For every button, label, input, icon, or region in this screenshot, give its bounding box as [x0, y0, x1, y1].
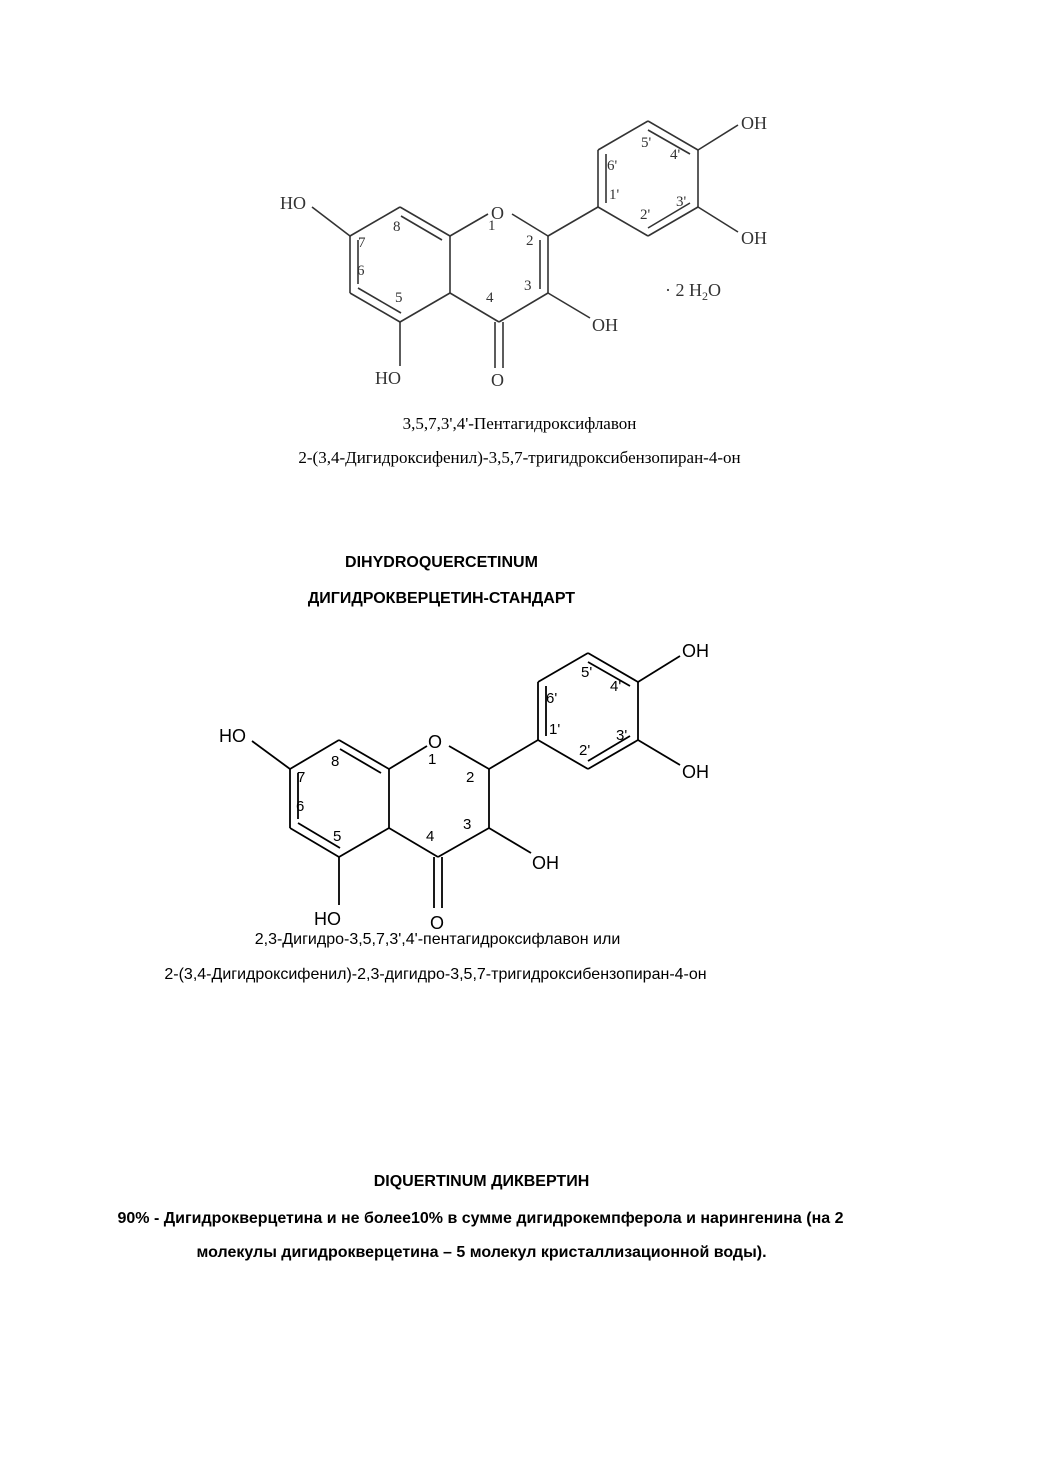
dihydro-num-2p: 2' — [579, 742, 591, 759]
dihydro-num-6: 6 — [296, 798, 305, 815]
diquertin-description-line-1: 90% - Дигидрокверцетина и не более10% в сумме дигидрокемпферола и нарингенина (на 2 — [117, 1210, 844, 1227]
quercetin-atom-o1: O — [491, 203, 504, 223]
quercetin-num-5: 5 — [395, 290, 403, 306]
dihydro-num-1: 1 — [428, 751, 437, 768]
quercetin-num-3: 3 — [524, 278, 532, 294]
quercetin-atom-ho7: HO — [280, 193, 306, 213]
dihydro-atom-ho7: HO — [219, 726, 246, 746]
dihydro-num-3: 3 — [463, 816, 472, 833]
dihydro-heading-latin: DIHYDROQUERCETINUM — [345, 554, 538, 571]
quercetin-num-5p: 5' — [641, 135, 652, 151]
quercetin-num-4: 4 — [486, 290, 494, 306]
quercetin-num-8: 8 — [393, 219, 401, 235]
quercetin-num-6: 6 — [357, 263, 365, 279]
dihydro-num-6p: 6' — [546, 690, 558, 707]
quercetin-atom-oh3p: OH — [741, 228, 767, 248]
dihydro-num-8: 8 — [331, 753, 340, 770]
dihydro-atom-o4: O — [430, 913, 445, 933]
diquertin-heading: DIQUERTINUM ДИКВЕРТИН — [373, 1173, 590, 1190]
quercetin-caption-2: 2-(3,4-Дигидроксифенил)-3,5,7-тригидроксибензопиран-4-он — [298, 448, 741, 467]
quercetin-num-3p: 3' — [676, 194, 687, 210]
quercetin-num-2p: 2' — [640, 207, 651, 223]
dihydro-num-7: 7 — [297, 769, 306, 786]
quercetin-num-4p: 4' — [670, 147, 681, 163]
dihydro-num-4: 4 — [426, 828, 435, 845]
diquertin-description-line-2: молекулы дигидрокверцетина – 5 молекул кристаллизационной воды). — [196, 1244, 767, 1261]
dihydro-atom-oh4p: OH — [682, 641, 709, 661]
dihydro-atom-oh3: OH — [532, 853, 559, 873]
dihydro-num-5: 5 — [333, 828, 342, 845]
quercetin-hydrate-label: · 2 $H_2O$ — [665, 280, 721, 303]
quercetin-num-1: 1 — [488, 218, 496, 234]
dihydro-num-4p: 4' — [610, 678, 622, 695]
dihydro-num-2: 2 — [466, 769, 475, 786]
quercetin-num-7: 7 — [358, 235, 366, 251]
dihydro-atom-o1: O — [428, 732, 443, 752]
dihydro-atom-oh3p: OH — [682, 762, 709, 782]
dihydro-caption-2: 2-(3,4-Дигидроксифенил)-2,3-дигидро-3,5,7-тригидроксибензопиран-4-он — [164, 966, 707, 983]
dihydro-atom-ho5: HO — [314, 909, 341, 929]
dihydro-heading-russian: ДИГИДРОКВЕРЦЕТИН-СТАНДАРТ — [307, 590, 576, 607]
quercetin-atom-o4: O — [491, 370, 504, 390]
quercetin-atom-ho5: HO — [375, 368, 401, 388]
quercetin-num-6p: 6' — [607, 158, 618, 174]
quercetin-caption-1: 3,5,7,3',4'-Пентагидроксифлавон — [402, 414, 637, 433]
quercetin-atom-oh4p: OH — [741, 113, 767, 133]
dihydro-caption-1: 2,3-Дигидро-3,5,7,3',4'-пентагидроксифлавон или — [254, 931, 621, 948]
dihydro-num-1p: 1' — [549, 721, 561, 738]
dihydro-num-3p: 3' — [616, 727, 628, 744]
quercetin-atom-oh3: OH — [592, 315, 618, 335]
dihydro-num-5p: 5' — [581, 664, 593, 681]
quercetin-num-1p: 1' — [609, 187, 620, 203]
quercetin-num-2: 2 — [526, 233, 534, 249]
